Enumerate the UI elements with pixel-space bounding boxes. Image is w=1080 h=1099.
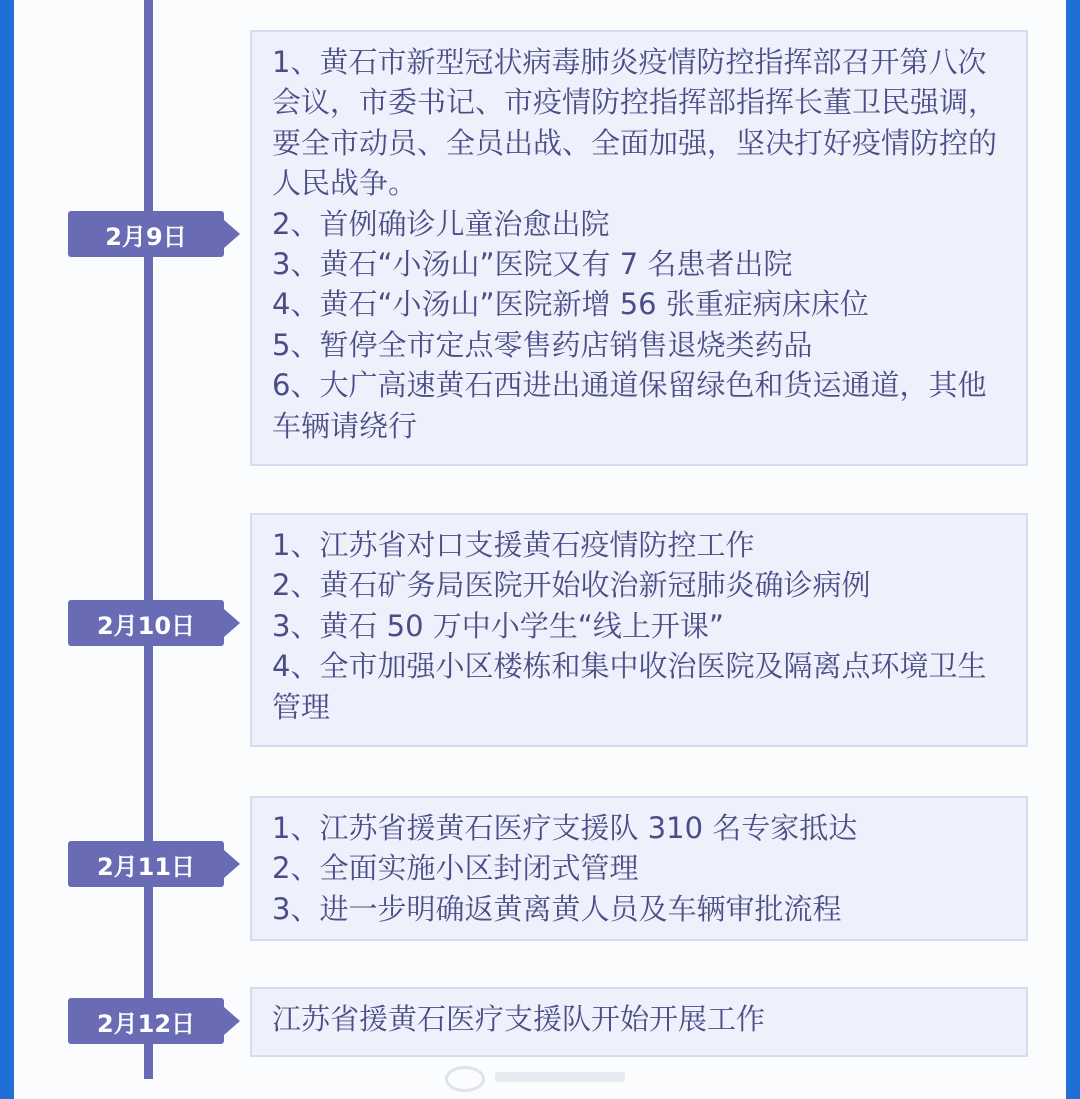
watermark-logo xyxy=(445,1066,635,1086)
date-pointer xyxy=(224,609,240,637)
event-item: 5、暂停全市定点零售药店销售退烧类药品 xyxy=(272,327,813,362)
date-tag-feb-9 xyxy=(68,211,224,257)
watermark-text-blur xyxy=(495,1072,625,1082)
event-item: 1、江苏省援黄石医疗支援队 310 名专家抵达 xyxy=(272,811,858,845)
event-item: 1、黄石市新型冠状病毒肺炎疫情防控指挥部召开第八次会议，市委书记、市疫情防控指挥部指挥长董卫民强调，要全市动员、全员出战、全面加强，坚决打好疫情防控的人民战争。 xyxy=(272,45,998,201)
date-label: 2月12日 xyxy=(96,1009,196,1038)
event-item: 2、全面实施小区封闭式管理 xyxy=(272,851,639,886)
date-pointer xyxy=(224,1007,240,1035)
weibo-icon xyxy=(445,1066,485,1092)
date-label: 2月11日 xyxy=(96,852,196,881)
event-item: 2、黄石矿务局医院开始收治新冠肺炎确诊病例 xyxy=(272,568,871,603)
event-item: 4、全市加强小区楼栋和集中收治医院及隔离点环境卫生管理 xyxy=(272,649,987,724)
event-item: 3、进一步明确返黄离黄人员及车辆审批流程 xyxy=(272,891,842,926)
event-item: 4、黄石“小汤山”医院新增 56 张重症病床床位 xyxy=(272,287,869,322)
event-card-feb-11 xyxy=(250,796,1028,941)
event-card-feb-9 xyxy=(250,30,1028,466)
timeline-line xyxy=(144,0,153,1079)
event-item: 2、首例确诊儿童治愈出院 xyxy=(272,206,610,241)
date-tag-feb-12 xyxy=(68,998,224,1044)
event-item: 6、大广高速黄石西进出通道保留绿色和货运通道，其他车辆请绕行 xyxy=(272,368,987,443)
event-card-feb-12 xyxy=(250,987,1028,1057)
event-item: 1、江苏省对口支援黄石疫情防控工作 xyxy=(272,528,755,562)
event-item: 江苏省援黄石医疗支援队开始开展工作 xyxy=(272,1002,766,1036)
date-pointer xyxy=(224,220,240,248)
event-card-feb-10 xyxy=(250,513,1028,747)
event-item: 3、黄石 50 万中小学生“线上开课” xyxy=(272,608,724,643)
date-label: 2月9日 xyxy=(105,222,187,251)
date-tag-feb-10 xyxy=(68,600,224,646)
date-label: 2月10日 xyxy=(96,611,196,640)
event-item: 3、黄石“小汤山”医院又有 7 名患者出院 xyxy=(272,247,793,282)
date-tag-feb-11 xyxy=(68,841,224,887)
date-pointer xyxy=(224,850,240,878)
